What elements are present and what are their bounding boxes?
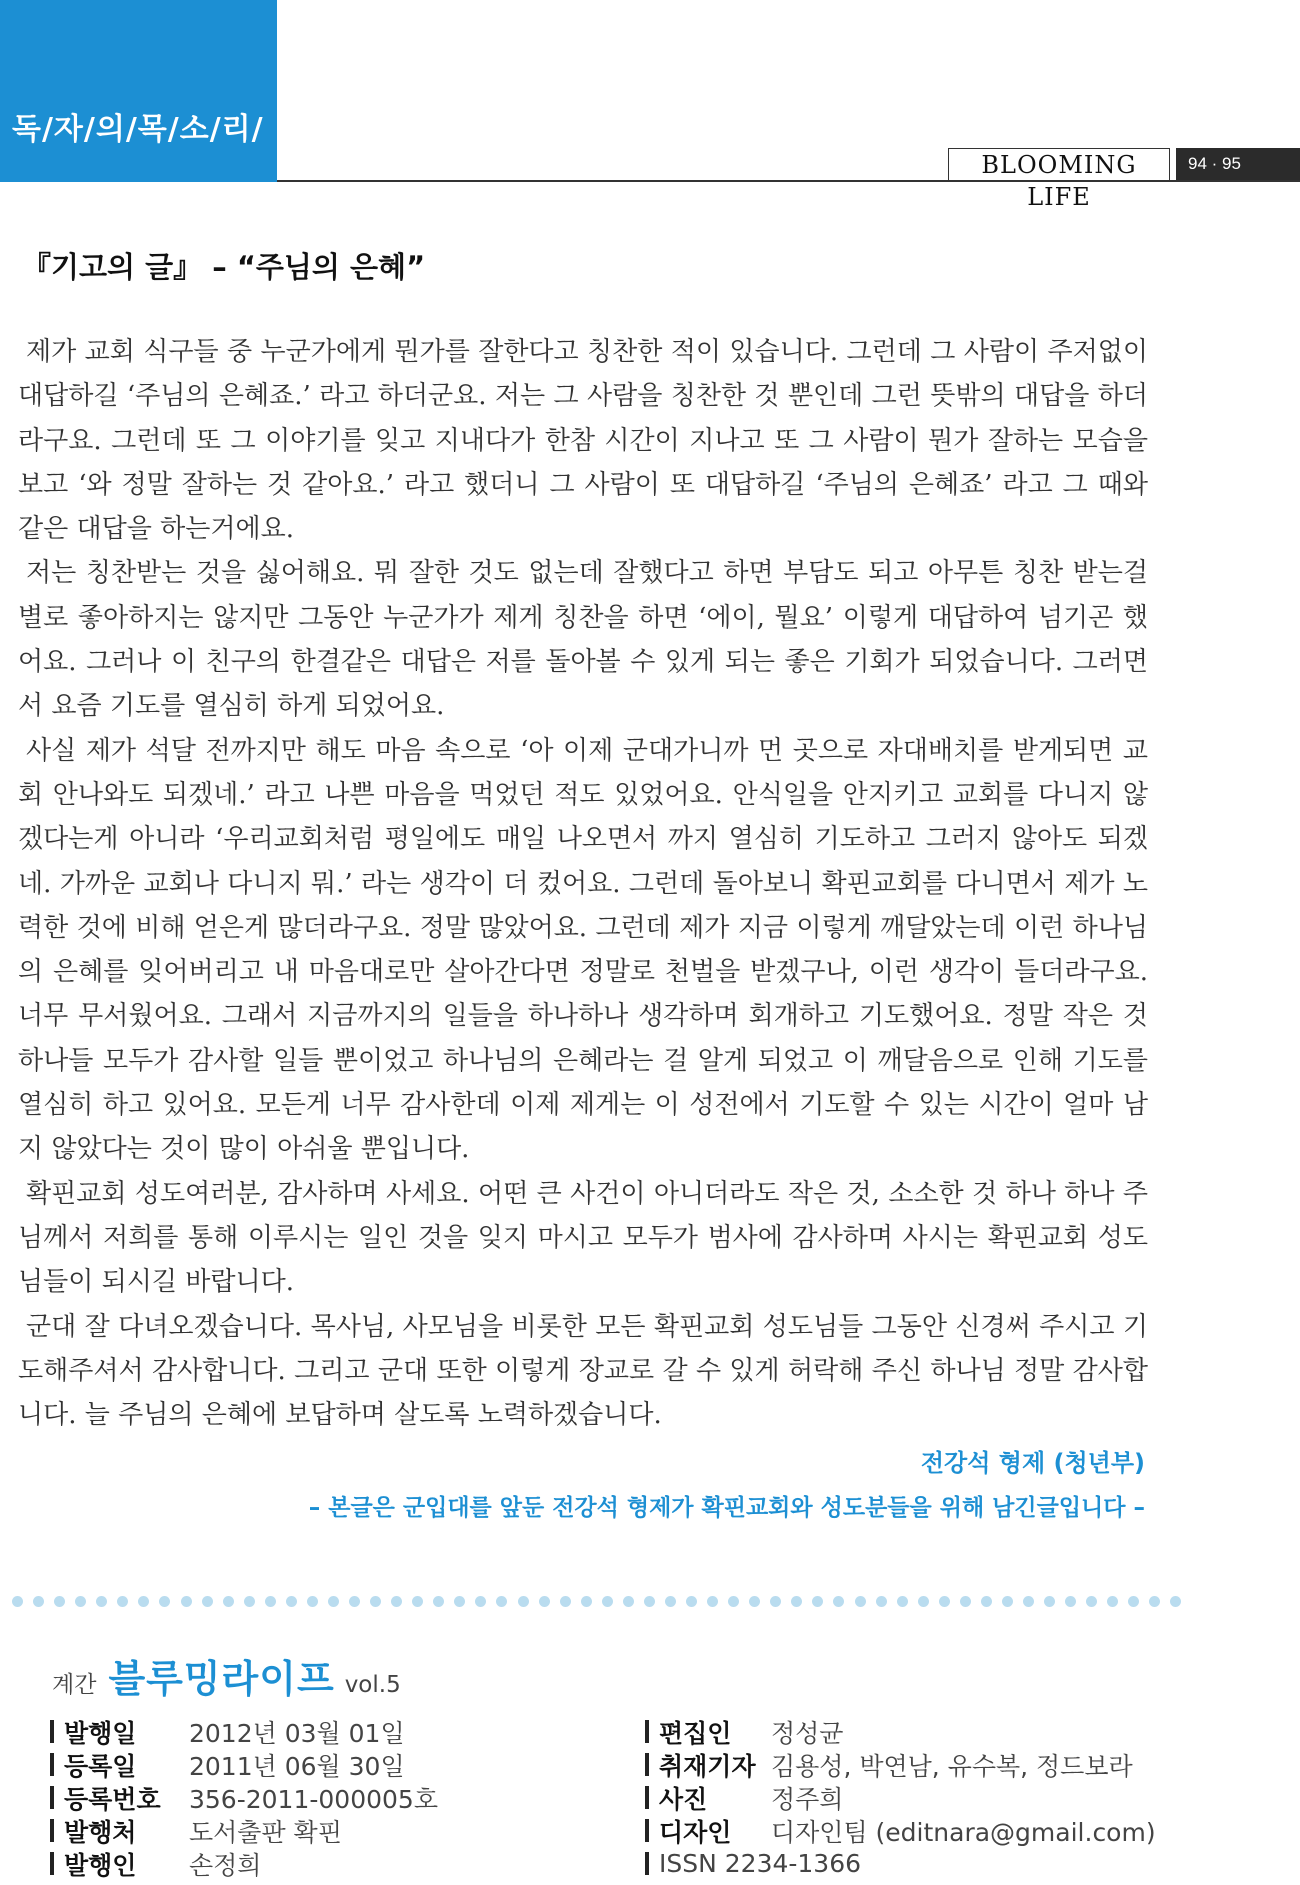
article-paragraph: 확핀교회 성도여러분, 감사하며 사세요. 어떤 큰 사건이 아니더라도 작은 것, 소소한 것 하나 하나 주님께서 저희를 통해 이루시는 일인 것을 잊지 마시고 모두가 범사에 감사하며 사시는 확핀교회 성도님들이 되시길 바랍니다. (18, 1178, 1148, 1298)
divider-dot (286, 1596, 297, 1607)
divider-dot (223, 1596, 234, 1607)
colophon-row (645, 1715, 1156, 1748)
colophon-value: 김용성, 박연남, 유수복, 정드보라 (771, 1751, 1133, 1781)
article-paragraph: 군대 잘 다녀오겠습니다. 목사님, 사모님을 비롯한 모든 확핀교회 성도님들 그동안 신경써 주시고 기도해주셔서 감사합니다. 그리고 군대 또한 이렇게 장교로 갈 수 있게 허락해 주신 하나님 정말 감사합니다. 늘 주님의 은혜에 보답하며 살도록 노력하겠습니다. (18, 1311, 1148, 1431)
colophon-row (50, 1781, 438, 1814)
divider-dot (728, 1596, 739, 1607)
divider-dot (181, 1596, 192, 1607)
colophon-row (50, 1715, 438, 1748)
bullet-bar (645, 1720, 649, 1743)
colophon-value: 정성균 (771, 1718, 844, 1748)
bullet-bar (645, 1753, 649, 1776)
colophon-key: 등록일 (64, 1751, 137, 1781)
colophon-row (645, 1748, 1156, 1781)
colophon-value: 정주희 (771, 1784, 844, 1814)
divider-dot (1065, 1596, 1076, 1607)
divider-dot (855, 1596, 866, 1607)
divider-dot (707, 1596, 718, 1607)
divider-dot (602, 1596, 613, 1607)
divider-dot (12, 1596, 23, 1607)
divider-dot (54, 1596, 65, 1607)
divider-dot (33, 1596, 44, 1607)
colophon-key: 발행처 (64, 1817, 137, 1847)
colophon-key: 발행일 (64, 1718, 137, 1748)
section-label: 독/자/의/목/소/리/ (12, 112, 264, 147)
divider-dot (791, 1596, 802, 1607)
editor-note: – 본글은 군입대를 앞둔 전강석 형제가 확핀교회와 성도분들을 위해 남긴글입니다 – (308, 1495, 1145, 1521)
colophon-row (50, 1847, 438, 1880)
divider-dot (454, 1596, 465, 1607)
divider-dot (749, 1596, 760, 1607)
dotted-divider (12, 1594, 1182, 1608)
divider-dot (939, 1596, 950, 1607)
divider-dot (265, 1596, 276, 1607)
bullet-bar (645, 1852, 649, 1875)
divider-dot (370, 1596, 381, 1607)
divider-dot (433, 1596, 444, 1607)
bullet-bar (645, 1786, 649, 1809)
divider-dot (833, 1596, 844, 1607)
article-paragraph: 사실 제가 석달 전까지만 해도 마음 속으로 ‘아 이제 군대가니까 먼 곳으로 자대배치를 받게되면 교회 안나와도 되겠네.’ 라고 나쁜 마음을 먹었던 적도 있었어요. 안식일을 안지키고 교회를 다니지 않겠다는게 아니라 ‘우리교회처럼 평일에도 매일 나오면서 까지 열심히 기도하고 그러지 않아도 되겠네. 가까운 교회나 다니지 뭐.’ 라는 생각이 더 컸어요. 그런데 돌아보니 확핀교회를 다니면서 제가 노력한 것에 비해 얻은게 많더라구요. 정말 많았어요. 그런데 제가 지금 이렇게 깨달았는데 이런 하나님의 은혜를 잊어버리고 내 마음대로만 살아간다면 정말로 천벌을 받겠구나, 이런 생각이 들더라구요. 너무 무서웠어요. 그래서 지금까지의 일들을 하나하나 생각하며 회개하고 기도했어요. 정말 작은 것 하나들 모두가 감사할 일들 뿐이었고 하나님의 은혜라는 걸 알게 되었고 이 깨달음으로 인해 기도를 열심히 하고 있어요. 모든게 너무 감사한데 이제 제게는 이 성전에서 기도할 수 있는 시간이 얼마 남지 않았다는 것이 많이 아쉬울 뿐입니다. (18, 735, 1148, 1165)
issn-value: ISSN 2234-1366 (659, 1849, 862, 1878)
colophon-row (50, 1814, 438, 1847)
divider-dot (117, 1596, 128, 1607)
colophon-value: 2012년 03월 01일 (189, 1718, 405, 1748)
divider-dot (876, 1596, 887, 1607)
divider-dot (349, 1596, 360, 1607)
colophon-left-column (50, 1715, 438, 1880)
divider-dot (391, 1596, 402, 1607)
divider-dot (159, 1596, 170, 1607)
divider-dot (96, 1596, 107, 1607)
divider-dot (518, 1596, 529, 1607)
header-rule (277, 180, 1300, 182)
divider-dot (981, 1596, 992, 1607)
colophon-value: 356-2011-000005호 (189, 1784, 438, 1814)
divider-dot (897, 1596, 908, 1607)
divider-dot (623, 1596, 634, 1607)
article-paragraph: 제가 교회 식구들 중 누군가에게 뭔가를 잘한다고 칭찬한 적이 있습니다. 그런데 그 사람이 주저없이 대답하길 ‘주님의 은혜죠.’ 라고 하더군요. 저는 그 사람을 칭찬한 것 뿐인데 그런 뜻밖의 대답을 하더라구요. 그런데 또 그 이야기를 잊고 지내다가 한참 시간이 지나고 또 그 사람이 뭔가 잘하는 모습을 보고 ‘와 정말 잘하는 것 같아요.’ 라고 했더니 그 사람이 또 대답하길 ‘주님의 은혜죠’ 라고 그 때와 같은 대답을 하는거에요. (18, 337, 1148, 545)
divider-dot (1023, 1596, 1034, 1607)
divider-dot (918, 1596, 929, 1607)
divider-dot (475, 1596, 486, 1607)
colophon-key: 디자인 (659, 1817, 732, 1847)
colophon-key: 취재기자 (659, 1751, 756, 1781)
colophon-key: 발행인 (64, 1850, 137, 1880)
magazine-name: BLOOMING LIFE (948, 148, 1170, 180)
bullet-bar (645, 1819, 649, 1842)
divider-dot (960, 1596, 971, 1607)
magazine-korean-name: 블루밍라이프 (108, 1656, 335, 1701)
divider-dot (665, 1596, 676, 1607)
colophon-value: 손정희 (189, 1850, 262, 1880)
colophon-value: 디자인팀 (editnara@gmail.com) (771, 1817, 1156, 1847)
divider-dot (560, 1596, 571, 1607)
colophon-key: 사진 (659, 1784, 708, 1814)
colophon-value: 도서출판 확핀 (189, 1817, 342, 1847)
divider-dot (644, 1596, 655, 1607)
divider-dot (1170, 1596, 1181, 1607)
divider-dot (812, 1596, 823, 1607)
divider-dot (1044, 1596, 1055, 1607)
divider-dot (686, 1596, 697, 1607)
colophon-row (50, 1748, 438, 1781)
colophon-prefix: 계간 (52, 1672, 97, 1698)
section-tab (0, 0, 277, 182)
colophon-row (645, 1847, 1156, 1880)
divider-dot (539, 1596, 550, 1607)
divider-dot (1086, 1596, 1097, 1607)
article-body (18, 330, 1148, 1437)
article-paragraph: 저는 칭찬받는 것을 싫어해요. 뭐 잘한 것도 없는데 잘했다고 하면 부담도 되고 아무튼 칭찬 받는걸 별로 좋아하지는 않지만 그동안 누군가가 제게 칭찬을 하면 ‘에이, 뭘요’ 이렇게 대답하여 넘기곤 했어요. 그러나 이 친구의 한결같은 대답은 저를 돌아볼 수 있게 되는 좋은 기회가 되었습니다. 그러면서 요즘 기도를 열심히 하게 되었어요. (18, 558, 1148, 722)
colophon-row (645, 1814, 1156, 1847)
author-signature: 전강석 형제 (청년부) (920, 1449, 1145, 1477)
bullet-bar (50, 1720, 54, 1743)
divider-dot (496, 1596, 507, 1607)
colophon-row (645, 1781, 1156, 1814)
divider-dot (581, 1596, 592, 1607)
divider-dot (412, 1596, 423, 1607)
divider-dot (1002, 1596, 1013, 1607)
colophon-title (52, 1648, 401, 1703)
bullet-bar (50, 1852, 54, 1875)
volume-label: vol.5 (344, 1672, 401, 1698)
divider-dot (1128, 1596, 1139, 1607)
divider-dot (138, 1596, 149, 1607)
colophon-right-column (645, 1715, 1156, 1880)
colophon-key: 편집인 (659, 1718, 732, 1748)
colophon-value: 2011년 06월 30일 (189, 1751, 405, 1781)
article-title: 『기고의 글』 – “주님의 은혜” (22, 250, 426, 284)
bullet-bar (50, 1753, 54, 1776)
divider-dot (328, 1596, 339, 1607)
divider-dot (307, 1596, 318, 1607)
bullet-bar (50, 1786, 54, 1809)
colophon-key: 등록번호 (64, 1784, 161, 1814)
divider-dot (75, 1596, 86, 1607)
divider-dot (770, 1596, 781, 1607)
divider-dot (202, 1596, 213, 1607)
divider-dot (1149, 1596, 1160, 1607)
divider-dot (1107, 1596, 1118, 1607)
bullet-bar (50, 1819, 54, 1842)
page-numbers: 94 · 95 (1176, 148, 1300, 180)
divider-dot (244, 1596, 255, 1607)
